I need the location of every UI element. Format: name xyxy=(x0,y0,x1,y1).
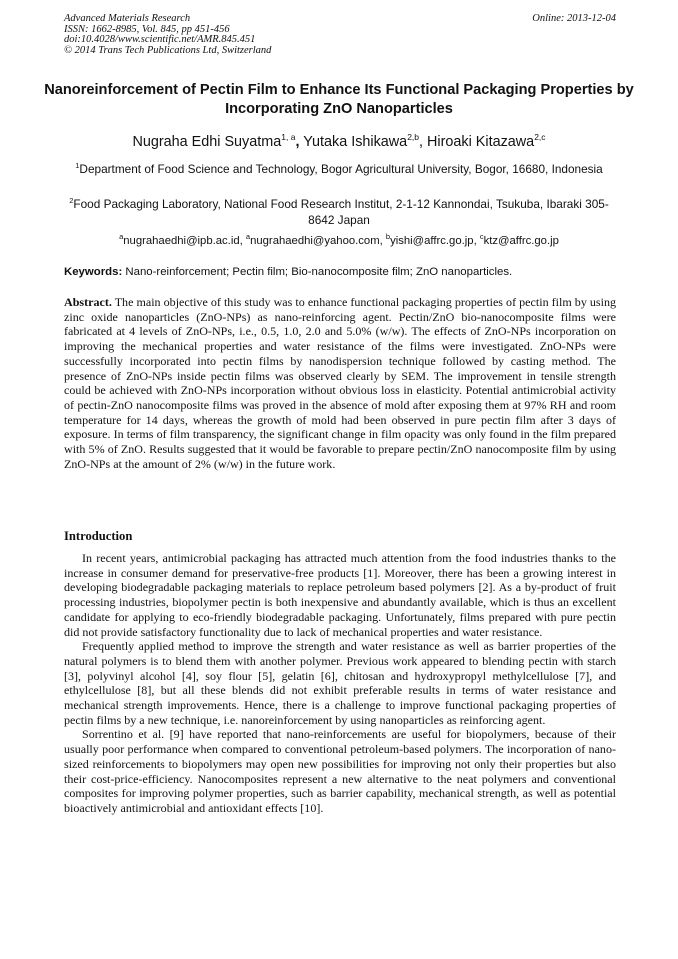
introduction-body xyxy=(64,551,616,816)
doi-line: doi:10.4028/www.scientific.net/AMR.845.451 xyxy=(64,34,256,45)
affiliation-1 xyxy=(60,158,618,177)
paragraph: In recent years, antimicrobial packaging has attracted much attention from the food industries thanks to the increase in consumer demand for preservative-free products [1]. Moreover, there has been a growing interest in developing biodegradable packaging materials to replace petroleum based polymers [2]. As a by-product of fruit processing industries, biopolymer pectin is both inexpensive and abundantly available, which is thus an excellent candidate for applying to eco-friendly biodegradable packaging. Unfortunately, films prepared with pure pectin did not provide satisfactory functionality due to lack of mechanical properties and water resistance. xyxy=(64,551,616,639)
affil-text: Food Packaging Laboratory, National Food Research Institut, 2-1-12 Kannondai, Tsukuba, Ibaraki 305-8642 Japan xyxy=(73,196,609,227)
paper-title: Nanoreinforcement of Pectin Film to Enhance Its Functional Packaging Properties by Incorporating ZnO Nanoparticles xyxy=(44,82,634,117)
author-affil-mark: 2,c xyxy=(534,132,546,142)
email-link[interactable]: yishi@affrc.go.jp xyxy=(390,234,474,247)
online-date: Online: 2013-12-04 xyxy=(532,13,616,24)
section-heading-introduction: Introduction xyxy=(64,529,133,543)
copyright-line: © 2014 Trans Tech Publications Ltd, Switzerland xyxy=(64,44,272,56)
affil-text: Department of Food Science and Technology, Bogor Agricultural University, Bogor, 16680, Indonesia xyxy=(79,161,603,176)
paragraph: Frequently applied method to improve the strength and water resistance as well as barrier properties of the natural polymers is to blend them with another polymer. Previous work appeared to blending pectin with starch [3], polyvinyl alcohol [4], soy flour [5], gelatin [6], chitosan and hydroxypropyl methylcellulose [7], and ethylcellulose [8], but all these blends did not exhibit preferable results in terms of water resistance and mechanical strength improvements. Hence, there is a challenge to improve functional packaging properties of pectin films by a new technique, i.e. nanoreinforcement by using nanoparticles as reinforcing agent. xyxy=(64,639,616,727)
paragraph: Sorrentino et al. [9] have reported that nano-reinforcements are useful for biopolymers, because of their usually poor performance when compared to conventional petroleum-based polymers. The incorporation of nano-sized reinforcements to biopolymers may open new possibilities for improving not only their properties but also their cost-price-efficiency. Nanocomposites represent a new alternative to the neat polymers and conventional composites for improving polymer properties, such as barrier capability, mechanical strength, as well as potential bioactively antimicrobial and antioxidant effects [10]. xyxy=(64,727,616,815)
keywords-line xyxy=(64,265,616,279)
email-link[interactable]: nugrahaedhi@yahoo.com xyxy=(250,234,380,247)
journal-name: Advanced Materials Research xyxy=(64,13,191,24)
publication-header xyxy=(64,14,616,56)
email-mark: a xyxy=(245,232,251,241)
abstract-label: Abstract. xyxy=(64,295,112,309)
email-mark: b xyxy=(385,232,391,241)
abstract-text: The main objective of this study was to enhance functional packaging properties of pectin film by using zinc oxide nanoparticles (ZnO-NPs) as nano-reinforcing agent. Pectin/ZnO bio-nanocomposite films were fabricated at 4 levels of ZnO-NPs, i.e., 0.5, 1.0, 2.0 and 5.0% (w/w). The effects of ZnO-NPs incorporation on improving the mechanical properties and water resistance of the films were investigated. ZnO-NPs were successfully incorporated into pectin films by nanodispersion technique followed by casting method. The presence of ZnO-NPs inside pectin films was observed clearly by SEM. The improvement in tensile strength could be achieved with ZnO-NPs incorporation without obvious loss in elasticity. Potential antimicrobial activity of pectin-ZnO nanocomposite films was proved in the absence of mold after exposing them at 97% RH and room temperature for 14 days, whereas the growth of mold had been observed in pure pectin film after 3 days of exposure. In terms of film transparency, the significant change in film opacity was only found in the film prepared with 5% of ZnO. Results suggested that it would be favorable to prepare pectin/ZnO nanocomposite film by using ZnO-NPs at the amount of 2% (w/w) in the future work. xyxy=(64,295,617,471)
affil-mark: 2 xyxy=(69,196,74,205)
author-affil-mark: 2,b xyxy=(407,132,420,142)
author-name: Nugraha Edhi Suyatma xyxy=(132,133,282,150)
email-mark: a xyxy=(119,232,124,241)
email-list: $^a$nugrahaedhi@ipb.ac.id, $^a$nugrahaedhi@yahoo.com, $^b$yishi@affrc.go.jp, $^c$ktz@affrc.go.jp xyxy=(119,232,559,247)
keywords-label: Keywords: xyxy=(64,266,123,278)
author-name: Yutaka Ishikawa xyxy=(303,133,408,150)
affiliation-2 xyxy=(60,193,618,228)
email-link[interactable]: nugrahaedhi@ipb.ac.id xyxy=(123,234,240,247)
email-link[interactable]: ktz@affrc.go.jp xyxy=(483,234,559,247)
abstract-block xyxy=(64,295,616,471)
author-affil-mark: 1, a xyxy=(281,132,296,142)
author-list: Nugraha Edhi Suyatma$^{1, a}$, Yutaka Ishikawa$^{2,b}$, Hiroaki Kitazawa$^{2,c}$ xyxy=(132,132,546,150)
email-mark: c xyxy=(479,232,484,241)
affil-mark: 1 xyxy=(75,161,80,170)
issn-line: ISSN: 1662-8985, Vol. 845, pp 451-456 xyxy=(64,23,230,35)
keywords-text: Nano-reinforcement; Pectin film; Bio-nanocomposite film; ZnO nanoparticles. xyxy=(125,266,513,278)
author-name: Hiroaki Kitazawa xyxy=(427,133,535,150)
